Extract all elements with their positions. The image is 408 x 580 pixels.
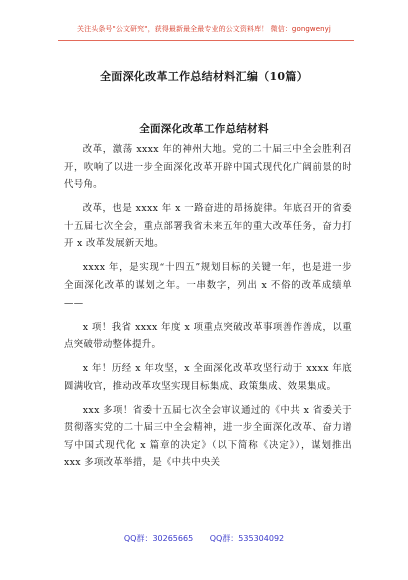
- paragraph-1: 改革，激荡 xxxx 年的神州大地。党的二十届三中全会胜利召开，吹响了以进一步全面深化改革开辟中国式现代化广阔前景的时代号角。: [64, 144, 352, 191]
- paragraph-3: xxxx 年，是实现“十四五”规划目标的关键一年，也是进一步全面深化改革的谋划之年。一串数字，列出 x 不俗的改革成绩单——: [64, 262, 352, 309]
- footer-contact: [0, 533, 408, 544]
- paragraph-5: x 年！历经 x 年攻坚，x 全面深化改革攻坚行动于 xxxx 年底圆满收官，推动改革攻坚实现目标集成、政策集成、效果集成。: [64, 363, 352, 392]
- paragraph-4: x 项！我省 xxxx 年度 x 项重点突破改革事项善作善成，以重点突破带动整体提升。: [64, 321, 352, 351]
- footer-qq-group-2: QQ群：535304092: [209, 534, 285, 543]
- document-body: [64, 141, 352, 478]
- header-banner: 关注头条号"公文研究"，获得最新最全最专业的公文资料库！ 微信：gongwenyj: [77, 25, 331, 33]
- section-title: 全面深化改革工作总结材料: [139, 123, 269, 135]
- footer-qq-group-1: QQ群：30265665: [123, 534, 194, 543]
- paragraph-2: 改革，也是 xxxx 年 x 一路奋进的昂扬旋律。年底召开的省委十五届七次全会，重点部署我省未来五年的重大改革任务，奋力打开 x 改革发展新天地。: [64, 203, 352, 250]
- document-title: 全面深化改革工作总结材料汇编（10篇）: [99, 70, 308, 83]
- paragraph-6: xxx 多项！省委十五届七次全会审议通过的《中共 x 省委关于贯彻落实党的二十届三中全会精神，进一步全面深化改革、奋力谱写中国式现代化 x 篇章的决定》（以下简称《决定》），谋划推出 xxx 多项改革举措，是《中共中央关: [64, 404, 352, 469]
- header-divider: [58, 40, 354, 41]
